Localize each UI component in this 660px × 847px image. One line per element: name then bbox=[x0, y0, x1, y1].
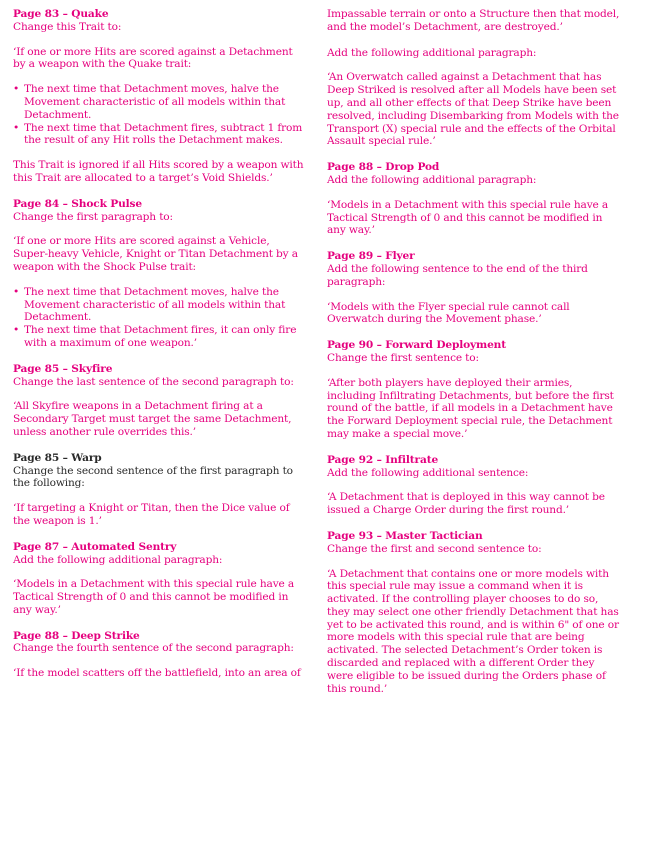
section-shock-pulse bbox=[13, 198, 307, 350]
bullet-list bbox=[13, 83, 307, 147]
section-heading: Page 85 – Warp bbox=[13, 451, 102, 464]
section-quote: ‘A Detachment that is deployed in this way cannot be issued a Charge Order during the first round.’ bbox=[327, 491, 605, 517]
section-quote: ‘If targeting a Knight or Titan, then the Dice value of the weapon is 1.’ bbox=[13, 502, 290, 527]
bullet-list bbox=[13, 286, 307, 350]
section-quote: ‘All Skyfire weapons in a Detachment firing at a Secondary Target must target the same Detachment, unless another rule overrides this.’ bbox=[13, 400, 292, 438]
section-instruction: Add the following additional paragraph: bbox=[13, 553, 223, 566]
section-instruction: Change the first and second sentence to: bbox=[327, 542, 542, 555]
right-column bbox=[327, 8, 621, 708]
section-heading: Page 92 – Infiltrate bbox=[327, 453, 439, 466]
section-heading: Page 89 – Flyer bbox=[327, 250, 415, 263]
section-deep-strike bbox=[13, 630, 307, 680]
section-infiltrate bbox=[327, 454, 621, 517]
bullet-text: The next time that Detachment fires, subtract 1 from the result of any Hit rolls the Detachment makes. bbox=[24, 121, 303, 147]
section-quote: ‘If the model scatters off the battlefield, into an area of bbox=[13, 667, 301, 680]
section-quote: ‘If one or more Hits are scored against a Detachment by a weapon with the Quake trait: bbox=[13, 45, 293, 71]
section-closing: This Trait is ignored if all Hits scored by a weapon with this Trait are allocated to a target’s Void Shields.’ bbox=[13, 159, 304, 184]
bullet-text: The next time that Detachment fires, it can only fire with a maximum of one weapon.’ bbox=[24, 324, 297, 349]
section-heading: Page 88 – Deep Strike bbox=[13, 629, 140, 642]
section-heading: Page 88 – Drop Pod bbox=[327, 161, 440, 174]
section-instruction: Add the following additional sentence: bbox=[327, 466, 529, 479]
section-instruction: Change the last sentence of the second paragraph to: bbox=[13, 375, 294, 388]
section-forward-deployment bbox=[327, 339, 621, 441]
bullet-item bbox=[13, 286, 307, 324]
section-quote: ‘Models with the Flyer special rule cannot call Overwatch during the Movement phase.’ bbox=[327, 300, 570, 326]
section-automated-sentry bbox=[13, 541, 307, 617]
section-master-tactician bbox=[327, 530, 621, 696]
section-heading: Page 83 – Quake bbox=[13, 8, 109, 20]
section-instruction: Change the fourth sentence of the second paragraph: bbox=[13, 642, 294, 655]
section-instruction: Change the first paragraph to: bbox=[13, 210, 173, 223]
bullet-text: The next time that Detachment moves, halve the Movement characteristic of all models within that Detachment. bbox=[24, 83, 286, 121]
section-quote: ‘Models in a Detachment with this special rule have a Tactical Strength of 0 and this cannot be modified in any way.’ bbox=[327, 198, 609, 237]
section-heading: Page 84 – Shock Pulse bbox=[13, 197, 142, 210]
bullet-icon: • bbox=[13, 285, 20, 298]
section-instruction: Add the following sentence to the end of the third paragraph: bbox=[327, 262, 588, 288]
section-warp bbox=[13, 452, 307, 528]
section-quote: ‘If one or more Hits are scored against a Vehicle, Super-heavy Vehicle, Knight or Titan Detachment by a weapon with the Shock Pulse trait: bbox=[13, 235, 298, 273]
section-quake bbox=[13, 8, 307, 185]
bullet-item bbox=[13, 122, 307, 148]
section-flyer bbox=[327, 250, 621, 326]
section-quote: ‘An Overwatch called against a Detachment that has Deep Striked is resolved after all Models have been set up, and all other effects of that Deep Strike have been resolved, including Disembarking from Models with the Transport (X) special rule and the effects of the Orbital Assault special rule.’ bbox=[327, 71, 619, 148]
bullet-icon: • bbox=[13, 324, 20, 337]
section-skyfire bbox=[13, 363, 307, 439]
bullet-item bbox=[13, 324, 307, 350]
bullet-text: The next time that Detachment moves, halve the Movement characteristic of all models within that Detachment. bbox=[24, 285, 286, 324]
continued-text: Impassable terrain or onto a Structure then that model, and the model’s Detachment, are destroyed.’ bbox=[327, 8, 620, 33]
bullet-icon: • bbox=[13, 121, 20, 134]
section-instruction: Change the second sentence of the first paragraph to the following: bbox=[13, 464, 293, 490]
section-heading: Page 87 – Automated Sentry bbox=[13, 540, 177, 553]
section-instruction: Add the following additional paragraph: bbox=[327, 46, 537, 59]
section-heading: Page 90 – Forward Deployment bbox=[327, 339, 506, 352]
section-deep-strike-extra bbox=[327, 47, 621, 149]
section-instruction: Change the first sentence to: bbox=[327, 351, 479, 364]
left-column bbox=[13, 8, 307, 693]
section-quote: ‘Models in a Detachment with this special rule have a Tactical Strength of 0 and this cannot be modified in any way.’ bbox=[13, 578, 295, 616]
section-instruction: Add the following additional paragraph: bbox=[327, 173, 537, 186]
section-drop-pod bbox=[327, 161, 621, 237]
section-quote: ‘After both players have deployed their armies, including Infiltrating Detachments, but before the first round of the battle, if all models in a Detachment have the Forward Deployment special rule, the Detachment may make a special move.’ bbox=[327, 376, 614, 440]
section-instruction: Change this Trait to: bbox=[13, 20, 122, 33]
section-quote: ‘A Detachment that contains one or more models with this special rule may issue a command when it is activated. If the controlling player chooses to do so, they may select one other friendly Detachment that has yet to be activated this round, and is within 6" of one or more models with this special rule that are being activated. The selected Detachment’s Order token is discarded and replaced with a different Order they were eligible to be issued during the Orders phase of this round.’ bbox=[327, 567, 619, 695]
bullet-icon: • bbox=[13, 83, 20, 96]
bullet-item bbox=[13, 83, 307, 121]
section-heading: Page 93 – Master Tactician bbox=[327, 529, 483, 542]
section-heading: Page 85 – Skyfire bbox=[13, 362, 113, 375]
